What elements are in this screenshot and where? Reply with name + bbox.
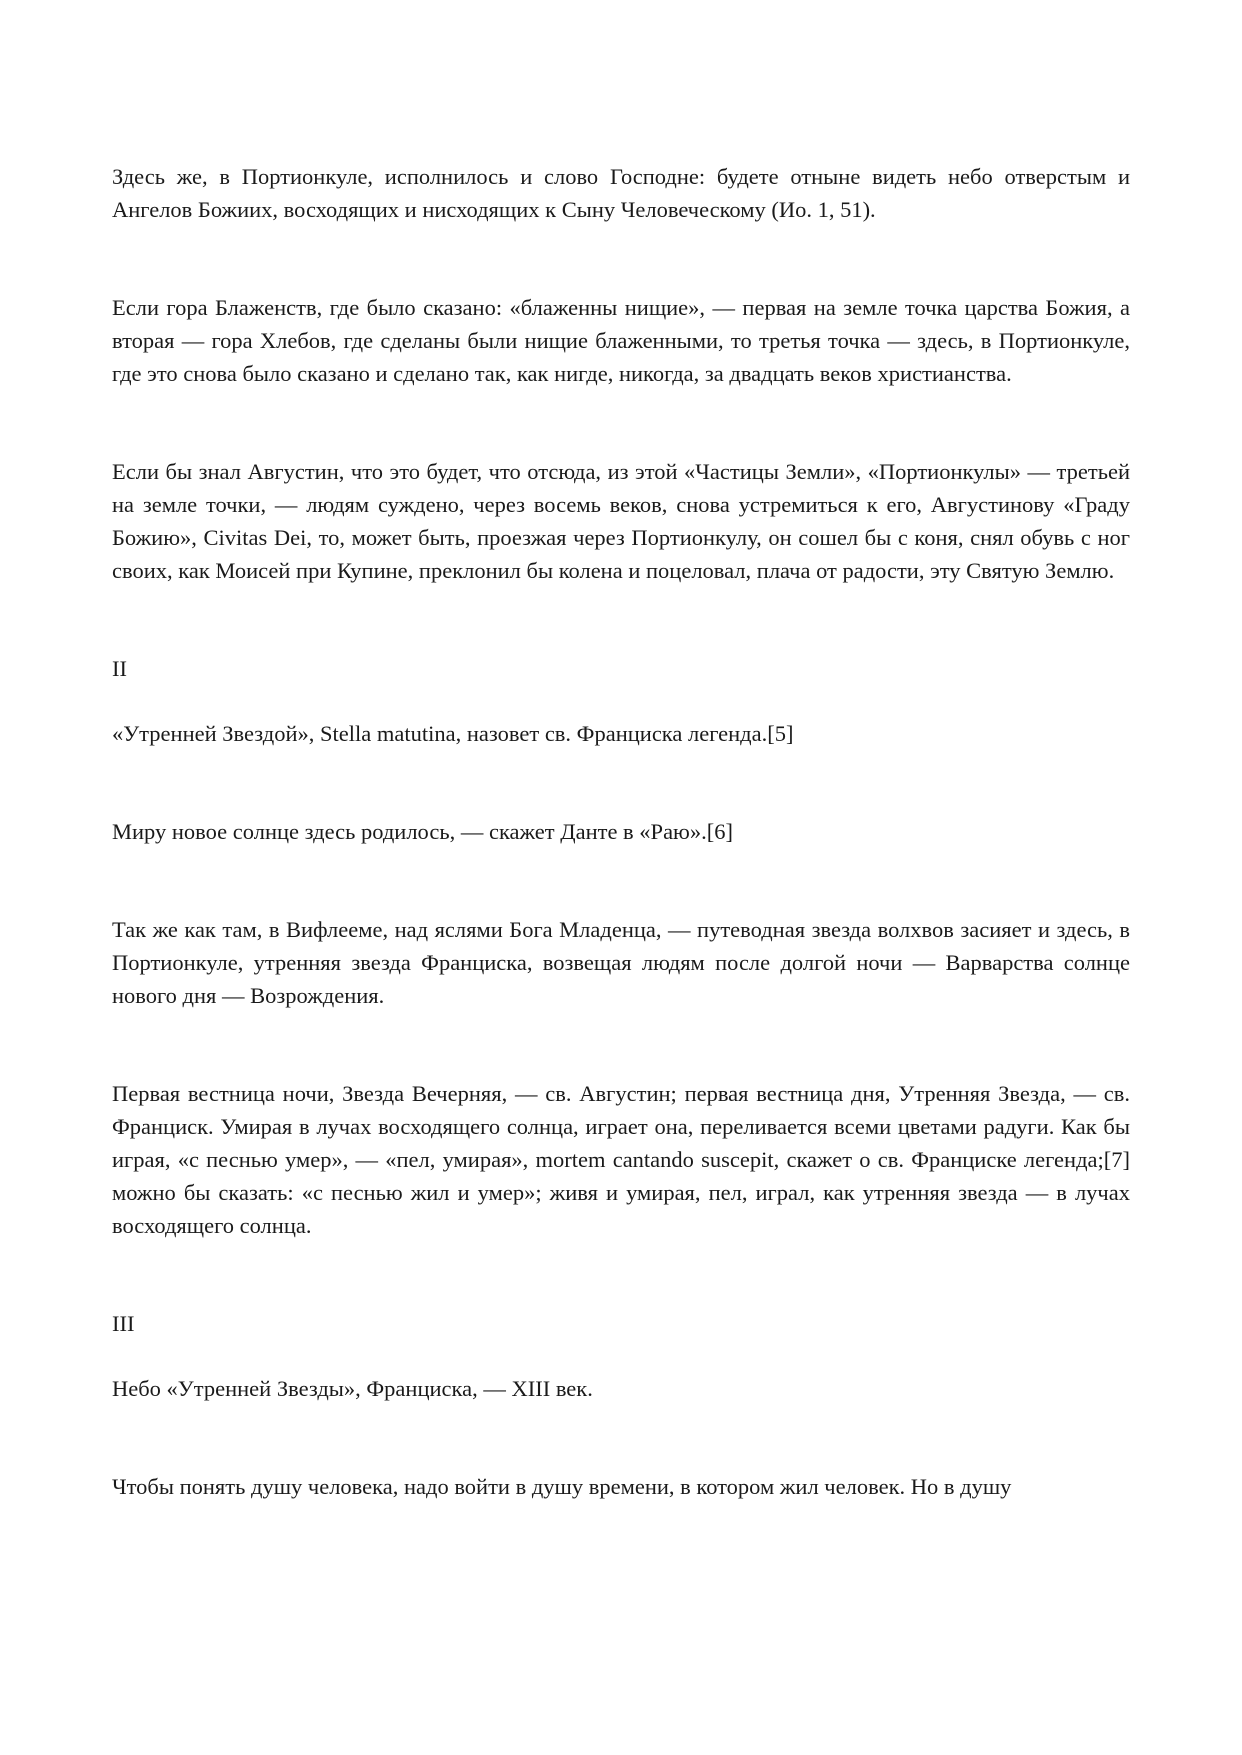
paragraph-augustine: Если бы знал Августин, что это будет, что отсюда, из этой «Частицы Земли», «Портионкулы» — третьей на земле точки, — людям суждено, через восемь веков, снова устремиться к его, Августинову «Граду Божию», Civitas Dei, то, может быть, проезжая через Портионкулу, он сошел бы с коня, снял обувь с ног своих, как Моисей при Купине, преклонил бы колена и поцеловал, плача от радости, эту Святую Землю.	[112, 459, 1130, 583]
paragraph-bethlehem: Так же как там, в Вифлееме, над яслями Бога Младенца, — путеводная звезда волхвов засияет и здесь, в Портионкуле, утренняя звезда Франциска, возвещая людям после долгой ночи — Варварства солнце нового дня — Возрождения.	[112, 917, 1130, 1008]
paragraph-evening-star: Первая вестница ночи, Звезда Вечерняя, — св. Августин; первая вестница дня, Утренняя Звезда, — св. Франциск. Умирая в лучах восходящего солнца, играет она, переливается всеми цветами радуги. Как бы играя, «с песнью умер», — «пел, умирая», mortem cantando suscepit, скажет о св. Франциске легенда;[7] можно бы сказать: «с песнью жил и умер»; живя и умирая, пел, играл, как утренняя звезда — в лучах восходящего солнца.	[112, 1081, 1130, 1238]
paragraph-soul-of-time: Чтобы понять душу человека, надо войти в душу времени, в котором жил человек. Но в душу	[112, 1474, 1012, 1499]
section-heading-2: II	[112, 656, 127, 681]
paragraph-portiuncula-word: Здесь же, в Портионкуле, исполнилось и слово Господне: будете отныне видеть небо отверстым и Ангелов Божиих, восходящих и нисходящих к Сыну Человеческому (Ио. 1, 51).	[112, 164, 1130, 222]
paragraph-dante: Миру новое солнце здесь родилось, — скажет Данте в «Раю».[6]	[112, 819, 733, 844]
section-heading-3: III	[112, 1311, 135, 1336]
paragraph-mount-beatitudes: Если гора Блаженств, где было сказано: «блаженны нищие», — первая на земле точка царства Божия, а вторая — гора Хлебов, где сделаны были нищие блаженными, то третья точка — здесь, в Портионкуле, где это снова было сказано и сделано так, как нигде, никогда, за двадцать веков христианства.	[112, 295, 1130, 386]
paragraph-stella-matutina: «Утренней Звездой», Stella matutina, назовет св. Франциска легенда.[5]	[112, 721, 794, 746]
paragraph-xiii-century: Небо «Утренней Звезды», Франциска, — XIII век.	[112, 1376, 593, 1401]
